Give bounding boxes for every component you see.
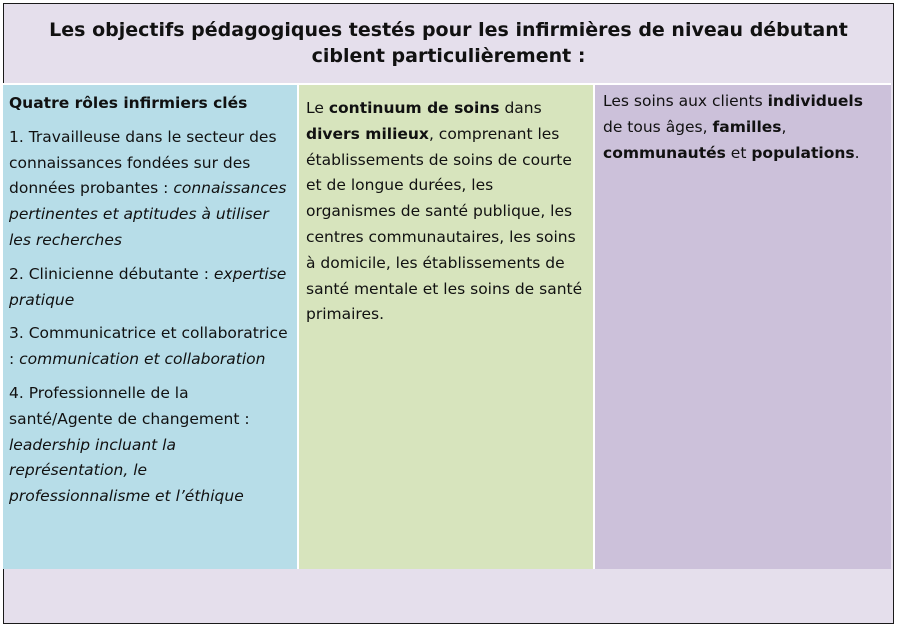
role-item <box>9 321 291 373</box>
role-title: 1. Travailleuse dans le secteur des connaissances fondées sur des données probantes : <box>9 127 277 198</box>
text-run: dans <box>499 99 542 117</box>
text-run: Le <box>306 99 329 117</box>
role-focus: communication et collaboration <box>19 350 266 369</box>
role-title: 2. Clinicienne débutante : <box>9 264 214 283</box>
role-focus: connaissances pertinentes et aptitudes à utiliser les recherches <box>9 179 287 249</box>
text-run: Les soins aux clients <box>603 92 768 110</box>
role-focus: expertise pratique <box>9 264 287 309</box>
text-run: , <box>781 117 787 136</box>
continuum-of-care-column <box>299 83 595 569</box>
role-item <box>9 262 291 314</box>
emphasis-settings: divers milieux <box>306 124 429 143</box>
text-run: et <box>725 143 752 162</box>
role-title: 4. Professionnelle de la santé/Agente de changement : <box>9 383 250 428</box>
emphasis-individuals: individuels <box>767 92 863 110</box>
role-title: 3. Communicatrice et collaboratrice : <box>9 324 288 369</box>
role-item <box>9 381 291 510</box>
roles-heading: Quatre rôles infirmiers clés <box>9 94 248 112</box>
header-band <box>4 4 893 84</box>
emphasis-populations: populations <box>751 143 855 162</box>
page-title: Les objectifs pédagogiques testés pour les infirmières de niveau débutant ciblent particulièrement : <box>49 19 848 67</box>
emphasis-communities: communautés <box>603 143 726 162</box>
clients-text <box>603 89 885 166</box>
text-run: , comprenant les établissements de soins de courte et de longue durées, les organismes de santé publique, les centres communautaires, les soins à domicile, les établissements de santé mentale et les soins de santé primaires. <box>306 124 583 324</box>
client-care-column <box>595 83 891 569</box>
emphasis-families: familles <box>712 117 782 136</box>
nursing-roles-column <box>3 83 299 569</box>
role-item <box>9 125 291 254</box>
emphasis-continuum: continuum de soins <box>328 99 500 117</box>
role-focus: leadership incluant la représentation, le professionnalisme et l’éthique <box>9 435 244 506</box>
text-run: . <box>854 143 860 162</box>
text-run: de tous âges, <box>603 117 713 136</box>
continuum-text <box>306 96 587 328</box>
